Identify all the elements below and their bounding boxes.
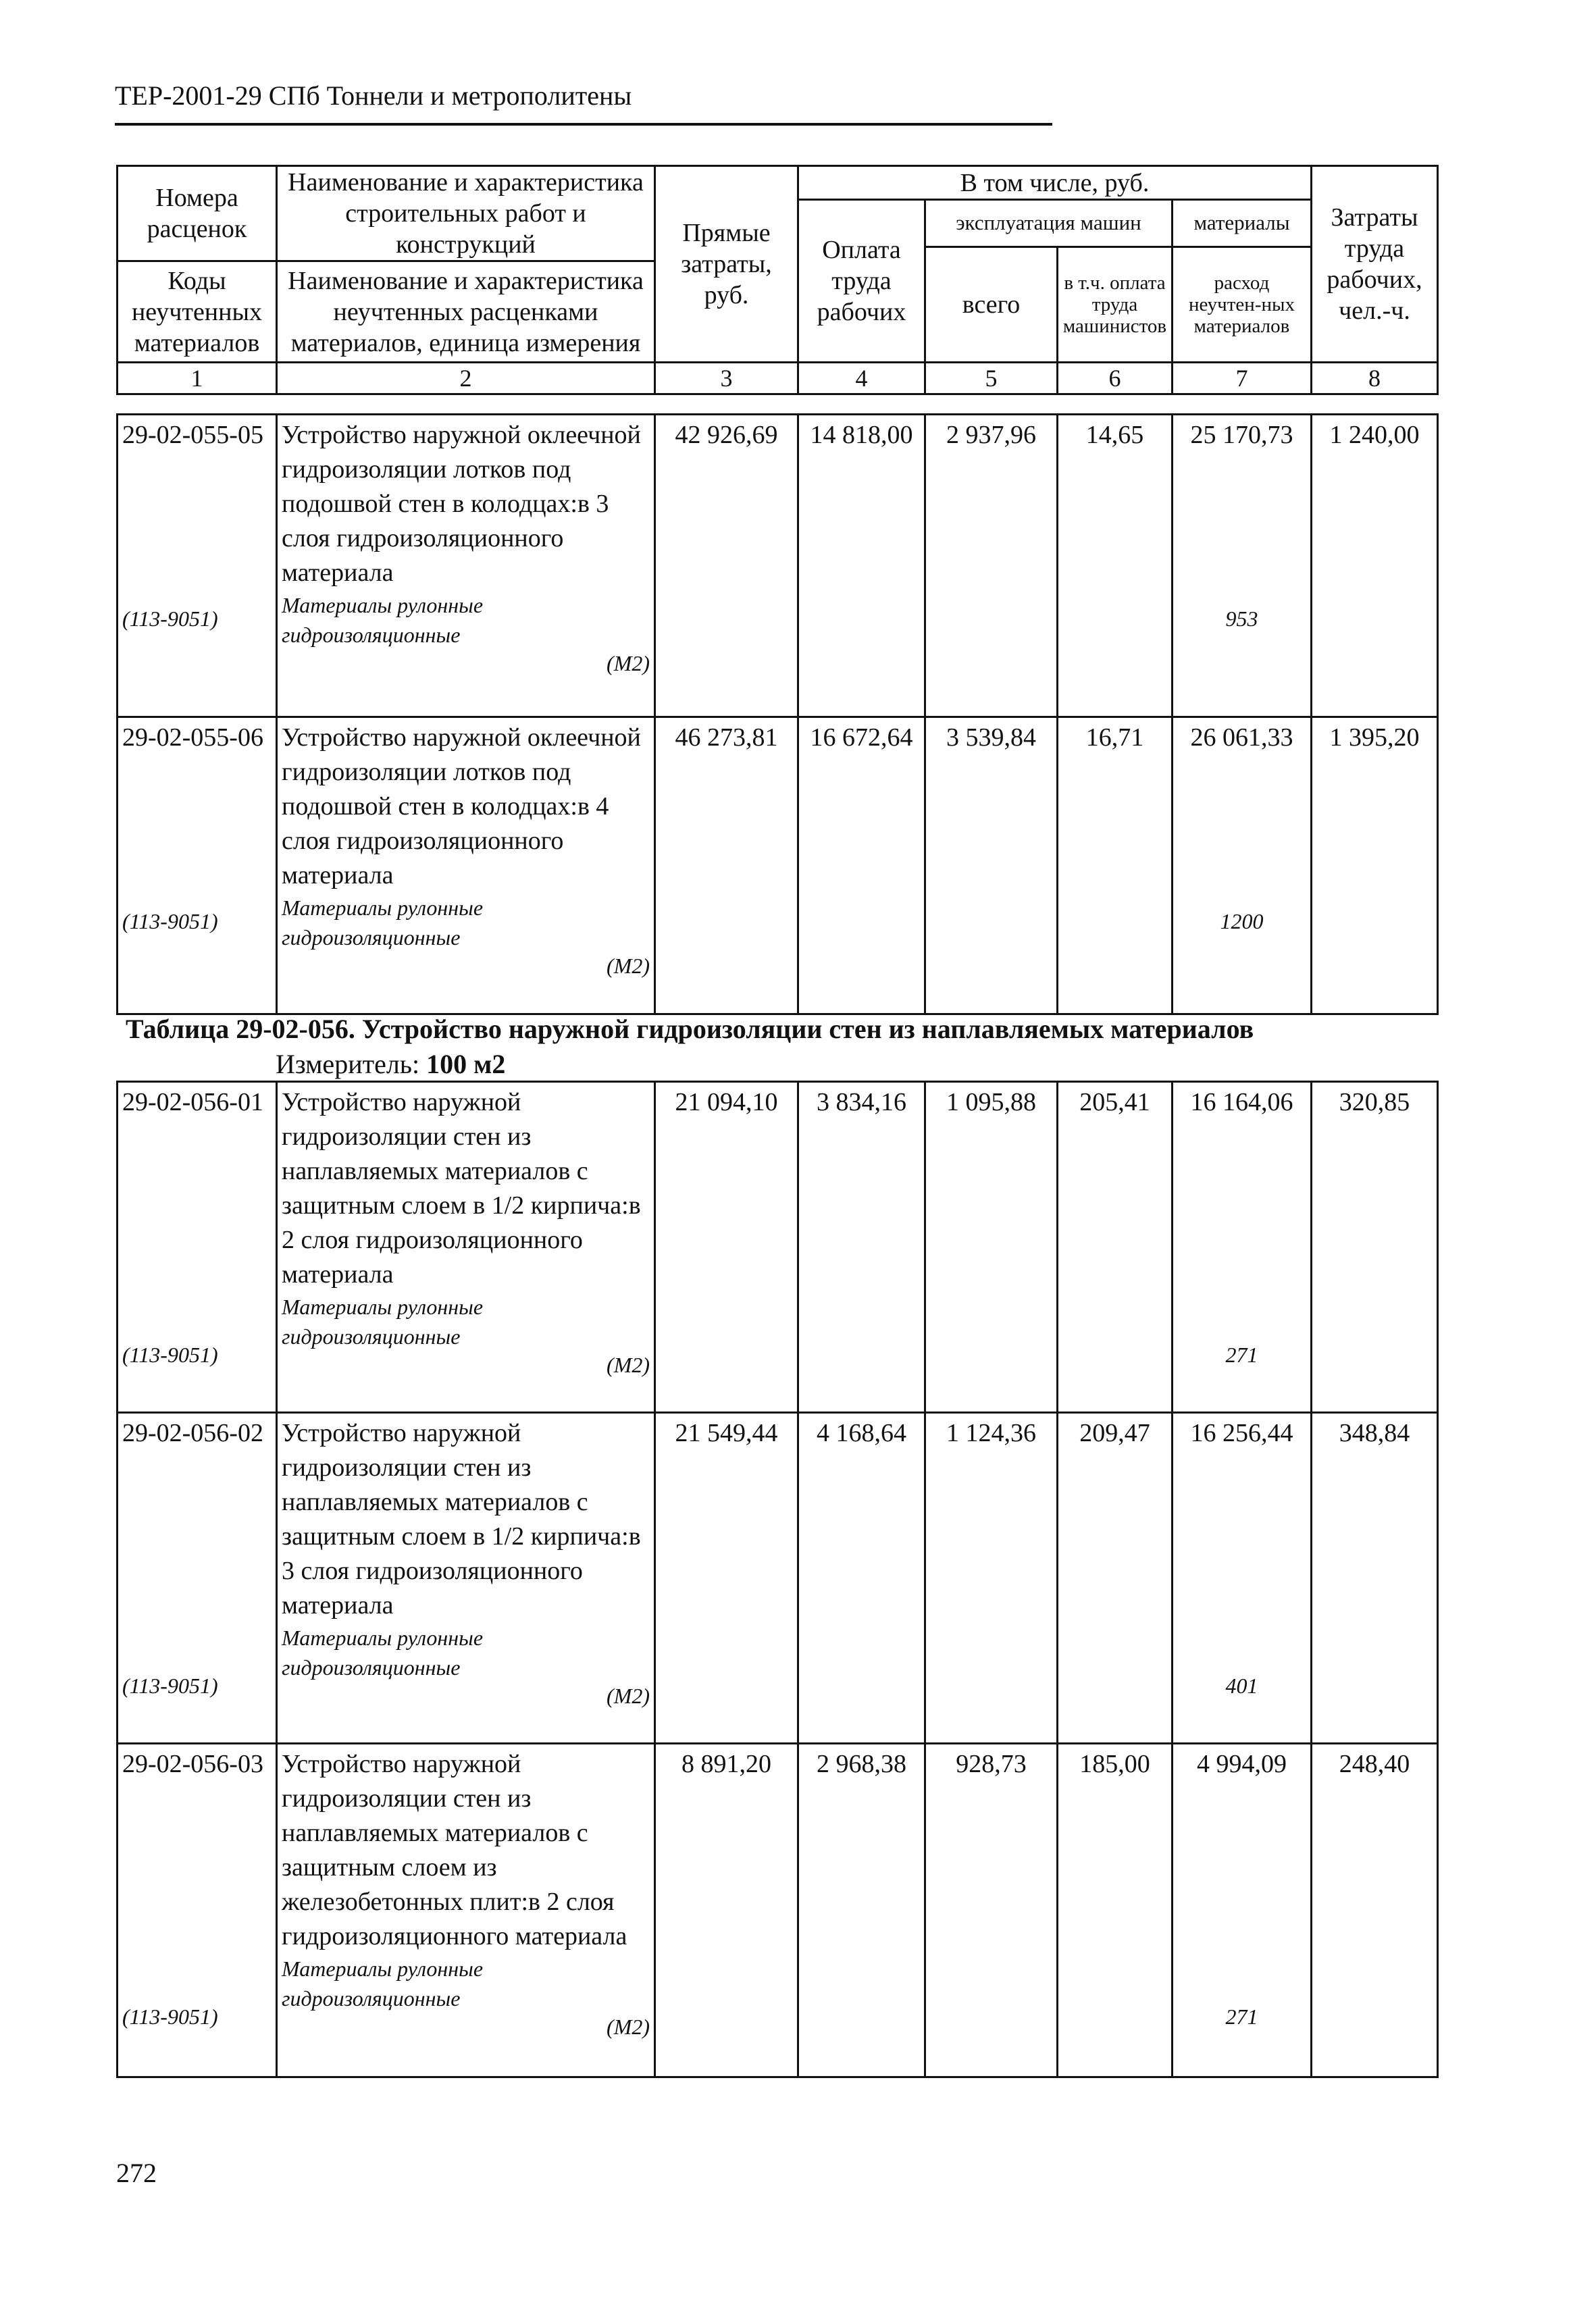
header-number: 3 xyxy=(655,363,798,394)
materials-cell xyxy=(1173,717,1312,1014)
materials-cell xyxy=(1173,1082,1312,1413)
page-number: 272 xyxy=(116,2158,157,2188)
rates-table-055 xyxy=(116,413,1439,1015)
materials-cell xyxy=(1173,415,1312,717)
rate-code: 29-02-056-02 xyxy=(122,1419,263,1447)
material-qty: 1200 xyxy=(1220,909,1264,933)
material-name: Материалы рулонные гидроизоляционные xyxy=(282,1957,484,2011)
header-number: 4 xyxy=(798,363,925,394)
materials-cell xyxy=(1173,1744,1312,2077)
direct-costs: 46 273,81 xyxy=(655,717,798,1014)
header-col1-top: Номера расценок xyxy=(118,166,277,261)
rate-name-cell xyxy=(277,415,655,717)
table-row xyxy=(118,1413,1438,1744)
rate-code-cell xyxy=(118,415,277,717)
direct-costs: 21 549,44 xyxy=(655,1413,798,1744)
material-qty: 401 xyxy=(1225,1674,1258,1698)
machinist-pay: 209,47 xyxy=(1058,1413,1173,1744)
header-col7: расход неучтен-ных материалов xyxy=(1173,247,1312,363)
header-number: 8 xyxy=(1312,363,1438,394)
material-unit: (М2) xyxy=(607,651,650,675)
labor-hours: 348,84 xyxy=(1312,1413,1438,1744)
labor-hours: 320,85 xyxy=(1312,1082,1438,1413)
material-qty: 953 xyxy=(1225,606,1258,631)
machinist-pay: 16,71 xyxy=(1058,717,1173,1014)
header-group-title: В том числе, руб. xyxy=(798,166,1312,200)
direct-costs: 21 094,10 xyxy=(655,1082,798,1413)
material-name: Материалы рулонные гидроизоляционные xyxy=(282,1626,484,1680)
material-code: (113-9051) xyxy=(122,1343,218,1367)
column-header-table xyxy=(116,165,1439,395)
rate-name: Устройство наружной гидроизоляции стен из наплавляемых материалов с защитным слоем в 1/2 кирпича:в 2 слоя гидроизоляционного материала xyxy=(282,1088,641,1289)
header-col1-bottom: Коды неучтенных материалов xyxy=(118,261,277,363)
material-unit: (М2) xyxy=(607,1353,650,1377)
rate-name-cell xyxy=(277,1744,655,2077)
rate-code-cell xyxy=(118,1082,277,1413)
header-col5: всего xyxy=(925,247,1058,363)
labor-pay: 4 168,64 xyxy=(798,1413,925,1744)
machines-total: 1 124,36 xyxy=(925,1413,1058,1744)
rate-code-cell xyxy=(118,1413,277,1744)
table-row xyxy=(118,717,1438,1014)
material-code: (113-9051) xyxy=(122,909,218,933)
header-col2-bottom: Наименование и характеристика неучтенных расценками материалов, единица измерения xyxy=(277,261,655,363)
header-machines: эксплуатация машин xyxy=(925,200,1173,247)
materials-cost: 25 170,73 xyxy=(1190,421,1293,449)
material-qty: 271 xyxy=(1225,2004,1258,2029)
material-unit: (М2) xyxy=(607,2015,650,2039)
running-header: ТЕР-2001-29 СПб Тоннели и метрополитены xyxy=(115,80,632,111)
header-materials: материалы xyxy=(1173,200,1312,247)
material-name: Материалы рулонные гидроизоляционные xyxy=(282,896,484,950)
header-number: 7 xyxy=(1173,363,1312,394)
rate-name-cell xyxy=(277,1082,655,1413)
table-caption: Таблица 29-02-056. Устройство наружной гидроизоляции стен из наплавляемых материалов xyxy=(126,1014,1254,1044)
labor-hours: 1 240,00 xyxy=(1312,415,1438,717)
header-rule xyxy=(115,123,1052,126)
labor-pay: 14 818,00 xyxy=(798,415,925,717)
material-code: (113-9051) xyxy=(122,606,218,631)
machines-total: 2 937,96 xyxy=(925,415,1058,717)
materials-cell xyxy=(1173,1413,1312,1744)
material-unit: (М2) xyxy=(607,1684,650,1708)
header-col6: в т.ч. оплата труда машинистов xyxy=(1058,247,1173,363)
rate-name: Устройство наружной оклеечной гидроизоляции лотков под подошвой стен в колодцах:в 4 слоя гидроизоляционного материала xyxy=(282,723,641,889)
material-unit: (М2) xyxy=(607,954,650,978)
direct-costs: 8 891,20 xyxy=(655,1744,798,2077)
header-col8: Затраты труда рабочих, чел.-ч. xyxy=(1312,166,1438,363)
labor-hours: 248,40 xyxy=(1312,1744,1438,2077)
material-code: (113-9051) xyxy=(122,1674,218,1698)
machines-total: 1 095,88 xyxy=(925,1082,1058,1413)
rates-table-056 xyxy=(116,1081,1439,2078)
table-row xyxy=(118,415,1438,717)
rate-code: 29-02-055-06 xyxy=(122,723,263,752)
materials-cost: 16 164,06 xyxy=(1190,1088,1293,1116)
rate-name-cell xyxy=(277,717,655,1014)
materials-cost: 4 994,09 xyxy=(1197,1750,1287,1778)
direct-costs: 42 926,69 xyxy=(655,415,798,717)
table-row xyxy=(118,1082,1438,1413)
rate-code: 29-02-056-01 xyxy=(122,1088,263,1116)
header-col3: Прямые затраты, руб. xyxy=(655,166,798,363)
header-col4: Оплата труда рабочих xyxy=(798,200,925,363)
rate-code-cell xyxy=(118,1744,277,2077)
machinist-pay: 185,00 xyxy=(1058,1744,1173,2077)
rate-name: Устройство наружной гидроизоляции стен из наплавляемых материалов с защитным слоем из железобетонных плит:в 2 слоя гидроизоляционного материала xyxy=(282,1750,627,1950)
header-number: 1 xyxy=(118,363,277,394)
machinist-pay: 205,41 xyxy=(1058,1082,1173,1413)
materials-cost: 26 061,33 xyxy=(1190,723,1293,752)
labor-pay: 2 968,38 xyxy=(798,1744,925,2077)
rate-name: Устройство наружной оклеечной гидроизоляции лотков под подошвой стен в колодцах:в 3 слоя гидроизоляционного материала xyxy=(282,421,641,587)
rate-name-cell xyxy=(277,1413,655,1744)
measure-unit-label: Измеритель: xyxy=(276,1049,420,1079)
labor-pay: 16 672,64 xyxy=(798,717,925,1014)
header-number: 6 xyxy=(1058,363,1173,394)
measure-unit-value: 100 м2 xyxy=(426,1049,506,1079)
material-qty: 271 xyxy=(1225,1343,1258,1367)
header-number: 5 xyxy=(925,363,1058,394)
material-name: Материалы рулонные гидроизоляционные xyxy=(282,593,484,647)
labor-hours: 1 395,20 xyxy=(1312,717,1438,1014)
material-name: Материалы рулонные гидроизоляционные xyxy=(282,1295,484,1349)
material-code: (113-9051) xyxy=(122,2004,218,2029)
header-number: 2 xyxy=(277,363,655,394)
labor-pay: 3 834,16 xyxy=(798,1082,925,1413)
machines-total: 3 539,84 xyxy=(925,717,1058,1014)
rate-code: 29-02-055-05 xyxy=(122,421,263,449)
rate-code: 29-02-056-03 xyxy=(122,1750,263,1778)
rate-code-cell xyxy=(118,717,277,1014)
table-row xyxy=(118,1744,1438,2077)
measure-unit xyxy=(276,1048,505,1080)
rate-name: Устройство наружной гидроизоляции стен из наплавляемых материалов с защитным слоем в 1/2 кирпича:в 3 слоя гидроизоляционного материала xyxy=(282,1419,641,1620)
header-col2-top: Наименование и характеристика строительных работ и конструкций xyxy=(277,166,655,261)
materials-cost: 16 256,44 xyxy=(1190,1419,1293,1447)
machinist-pay: 14,65 xyxy=(1058,415,1173,717)
machines-total: 928,73 xyxy=(925,1744,1058,2077)
